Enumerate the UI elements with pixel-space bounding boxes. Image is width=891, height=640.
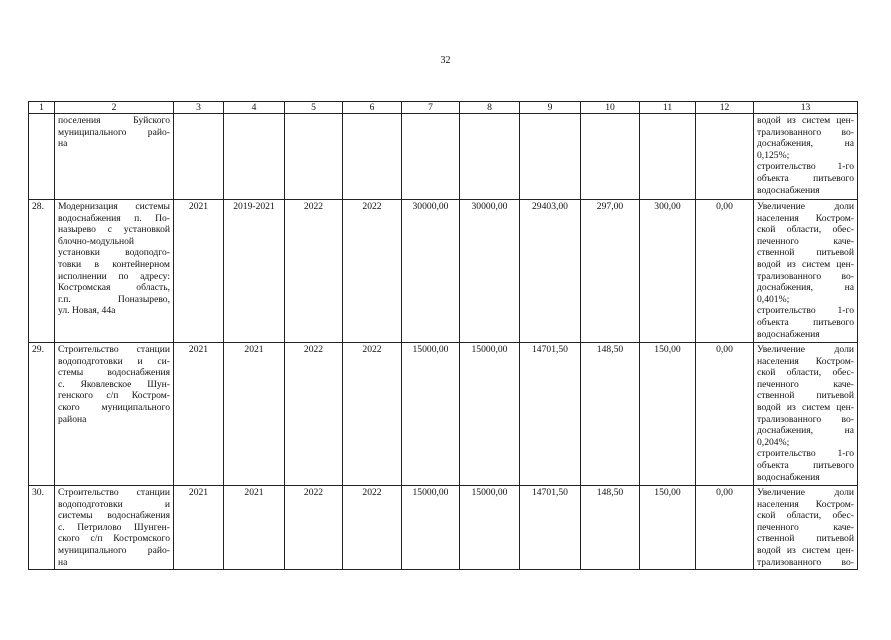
row-number bbox=[29, 114, 55, 200]
description-line: Модернизация системы bbox=[58, 201, 170, 212]
result-line: объекта питьевого bbox=[757, 316, 854, 328]
description-line: блочно-модульной bbox=[58, 235, 135, 247]
value-cell-c8 bbox=[460, 114, 520, 200]
header-cell: 3 bbox=[174, 102, 224, 114]
result-line: водоснабжения bbox=[757, 328, 820, 340]
result-line: доснабжения, на bbox=[757, 425, 854, 437]
result-line: Увеличение доли bbox=[757, 201, 854, 212]
result-line: печенного каче- bbox=[757, 235, 854, 247]
description-line: товки в контейнерном bbox=[58, 258, 170, 270]
description-line: ул. Новая, 44а bbox=[58, 305, 116, 317]
description-line: системы водоснабжения bbox=[58, 510, 170, 522]
result-line: трализованного во- bbox=[757, 270, 854, 282]
value-cell-c8: 15000,00 bbox=[460, 486, 520, 570]
header-cell: 2 bbox=[55, 102, 174, 114]
value-cell-c7: 15000,00 bbox=[402, 486, 460, 570]
value-cell-c4 bbox=[224, 114, 285, 200]
result-line: ственной питьевой bbox=[757, 247, 854, 259]
description-line: г.п. Поназырево, bbox=[58, 293, 170, 305]
value-cell-c3 bbox=[174, 114, 224, 200]
description-line: исполнении по адресу: bbox=[58, 270, 170, 282]
description-line: назырево с установкой bbox=[58, 224, 170, 236]
value-cell-c11: 300,00 bbox=[640, 200, 696, 343]
value-cell-c3: 2021 bbox=[174, 200, 224, 343]
value-cell-c12 bbox=[696, 114, 754, 200]
description-line: ского с/п Костромского bbox=[58, 533, 170, 545]
header-cell: 13 bbox=[754, 102, 858, 114]
value-cell-c3: 2021 bbox=[174, 486, 224, 570]
row-number: 28. bbox=[29, 200, 55, 343]
value-cell-c10: 297,00 bbox=[581, 200, 640, 343]
value-cell-c6: 2022 bbox=[343, 486, 402, 570]
header-cell: 10 bbox=[581, 102, 640, 114]
project-description bbox=[55, 200, 174, 343]
value-cell-c9 bbox=[520, 114, 581, 200]
value-cell-c9: 29403,00 bbox=[520, 200, 581, 343]
header-cell: 6 bbox=[343, 102, 402, 114]
result-line: Увеличение доли bbox=[757, 344, 854, 355]
value-cell-c12: 0,00 bbox=[696, 343, 754, 486]
result-line: водоснабжения bbox=[757, 471, 820, 483]
value-cell-c5 bbox=[285, 114, 343, 200]
description-line: муниципального райо- bbox=[58, 126, 170, 138]
value-cell-c3: 2021 bbox=[174, 343, 224, 486]
value-cell-c7: 30000,00 bbox=[402, 200, 460, 343]
result-line: водой из систем цен- bbox=[757, 115, 854, 126]
result-line: трализованного во- bbox=[757, 413, 854, 425]
expected-result bbox=[754, 200, 858, 343]
result-line: печенного каче- bbox=[757, 521, 854, 533]
description-line: водоподготовки и bbox=[58, 498, 170, 510]
result-line: ской области, обес- bbox=[757, 224, 854, 236]
result-line: трализованного во- bbox=[757, 556, 854, 568]
table-row bbox=[29, 114, 858, 200]
result-line: доснабжения, на bbox=[757, 138, 854, 150]
header-cell: 5 bbox=[285, 102, 343, 114]
header-cell: 8 bbox=[460, 102, 520, 114]
value-cell-c10 bbox=[581, 114, 640, 200]
value-cell-c5: 2022 bbox=[285, 200, 343, 343]
description-line: поселения Буйского bbox=[58, 115, 170, 126]
result-line: трализованного во- bbox=[757, 126, 854, 138]
value-cell-c8: 15000,00 bbox=[460, 343, 520, 486]
value-cell-c6: 2022 bbox=[343, 343, 402, 486]
expected-result bbox=[754, 486, 858, 570]
value-cell-c4: 2021 bbox=[224, 486, 285, 570]
result-line: 0,204%; bbox=[757, 436, 790, 448]
value-cell-c6 bbox=[343, 114, 402, 200]
description-line: установки водоподго- bbox=[58, 247, 170, 259]
table-row bbox=[29, 200, 858, 343]
result-line: строительство 1-го bbox=[757, 448, 854, 460]
result-line: водой из систем цен- bbox=[757, 401, 854, 413]
value-cell-c8: 30000,00 bbox=[460, 200, 520, 343]
project-description bbox=[55, 343, 174, 486]
result-line: водой из систем цен- bbox=[757, 258, 854, 270]
description-line: стемы водоснабжения bbox=[58, 367, 170, 379]
description-line: ского муниципального bbox=[58, 401, 170, 413]
result-line: ской области, обес- bbox=[757, 510, 854, 522]
header-cell: 11 bbox=[640, 102, 696, 114]
result-line: строительство 1-го bbox=[757, 161, 854, 173]
result-line: населения Костром- bbox=[757, 355, 854, 367]
header-cell: 4 bbox=[224, 102, 285, 114]
description-line: района bbox=[58, 413, 87, 425]
result-line: водоснабжения bbox=[757, 184, 820, 196]
description-line: на bbox=[58, 556, 68, 568]
result-line: населения Костром- bbox=[757, 212, 854, 224]
result-line: ственной питьевой bbox=[757, 390, 854, 402]
result-line: строительство 1-го bbox=[757, 305, 854, 317]
description-line: с. Петрилово Шунген- bbox=[58, 521, 170, 533]
value-cell-c7 bbox=[402, 114, 460, 200]
value-cell-c9: 14701,50 bbox=[520, 486, 581, 570]
description-line: муниципального райо- bbox=[58, 544, 170, 556]
value-cell-c11 bbox=[640, 114, 696, 200]
table-row bbox=[29, 486, 858, 570]
result-line: 0,125%; bbox=[757, 149, 790, 161]
value-cell-c12: 0,00 bbox=[696, 486, 754, 570]
description-line: генского с/п Костром- bbox=[58, 390, 170, 402]
value-cell-c9: 14701,50 bbox=[520, 343, 581, 486]
result-line: 0,401%; bbox=[757, 293, 790, 305]
description-line: Костромская область, bbox=[58, 282, 170, 294]
value-cell-c5: 2022 bbox=[285, 486, 343, 570]
page-number: 32 bbox=[440, 55, 451, 66]
result-line: Увеличение доли bbox=[757, 487, 854, 498]
description-line: водоснабжения п. По- bbox=[58, 212, 170, 224]
expected-result bbox=[754, 114, 858, 200]
description-line: Строительство станции bbox=[58, 344, 170, 355]
value-cell-c11: 150,00 bbox=[640, 486, 696, 570]
header-cell: 1 bbox=[29, 102, 55, 114]
description-line: на bbox=[58, 138, 68, 150]
result-line: доснабжения, на bbox=[757, 282, 854, 294]
description-line: водоподготовки и си- bbox=[58, 355, 170, 367]
value-cell-c7: 15000,00 bbox=[402, 343, 460, 486]
value-cell-c11: 150,00 bbox=[640, 343, 696, 486]
description-line: с. Яковлевское Шун- bbox=[58, 378, 170, 390]
expected-result bbox=[754, 343, 858, 486]
result-line: ской области, обес- bbox=[757, 367, 854, 379]
description-line: Строительство станции bbox=[58, 487, 170, 498]
header-cell: 12 bbox=[696, 102, 754, 114]
value-cell-c4: 2021 bbox=[224, 343, 285, 486]
value-cell-c6: 2022 bbox=[343, 200, 402, 343]
value-cell-c12: 0,00 bbox=[696, 200, 754, 343]
project-description bbox=[55, 486, 174, 570]
result-line: печенного каче- bbox=[757, 378, 854, 390]
result-line: объекта питьевого bbox=[757, 172, 854, 184]
row-number: 29. bbox=[29, 343, 55, 486]
value-cell-c10: 148,50 bbox=[581, 486, 640, 570]
result-line: объекта питьевого bbox=[757, 459, 854, 471]
project-table bbox=[28, 101, 858, 570]
result-line: водой из систем цен- bbox=[757, 544, 854, 556]
header-cell: 9 bbox=[520, 102, 581, 114]
table-row bbox=[29, 343, 858, 486]
project-description bbox=[55, 114, 174, 200]
row-number: 30. bbox=[29, 486, 55, 570]
result-line: ственной питьевой bbox=[757, 533, 854, 545]
result-line: населения Костром- bbox=[757, 498, 854, 510]
value-cell-c4: 2019-2021 bbox=[224, 200, 285, 343]
value-cell-c10: 148,50 bbox=[581, 343, 640, 486]
header-row bbox=[29, 102, 858, 114]
header-cell: 7 bbox=[402, 102, 460, 114]
value-cell-c5: 2022 bbox=[285, 343, 343, 486]
